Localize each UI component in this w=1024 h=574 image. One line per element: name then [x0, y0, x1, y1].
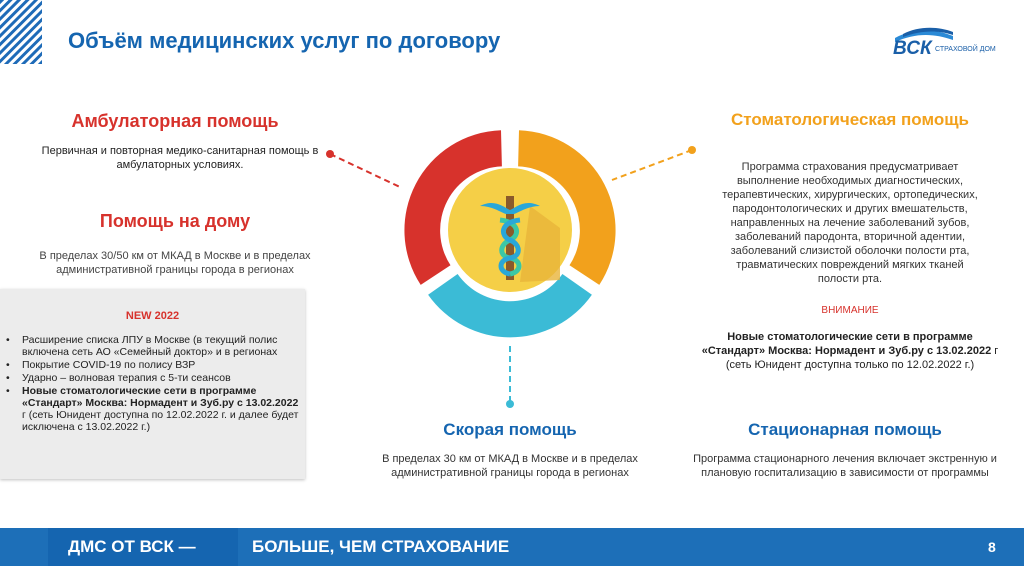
inpatient-text: Программа стационарного лечения включает экстренную и плановую госпитализацию в зависимости от программы [693, 453, 997, 479]
list-item: • Новые стоматологические сети в программе «Стандарт» Москва: Нормадент и Зуб.ру с 13.02.2022 г (сеть Юнидент доступна по 12.02.2022 г. и далее будет исключена с 13.02.2022 г.) [6, 385, 299, 433]
ambulatory-title: Амбулаторная помощь [71, 111, 279, 131]
dental-warning: ВНИМАНИЕ [821, 305, 879, 316]
services-ring-diagram [300, 110, 720, 430]
page-title: Объём медицинских услуг по договору [68, 28, 501, 53]
connector-dot [506, 400, 514, 408]
corner-stripe-decoration [0, 0, 42, 64]
connector-dot [326, 150, 334, 158]
logo-subtext: СТРАХОВОЙ ДОМ [935, 46, 996, 53]
list-item-text: Ударно – волновая терапия с 5-ти сеансов [22, 372, 231, 384]
inpatient-title: Стационарная помощь [748, 420, 942, 439]
list-item: • Ударно – волновая терапия с 5-ти сеансов [6, 372, 231, 384]
page-number: 8 [988, 539, 996, 555]
list-item: • Покрытие COVID-19 по полису ВЗР [6, 359, 196, 371]
list-item-text: Покрытие COVID-19 по полису ВЗР [22, 359, 196, 371]
list-item-bold-text: Новые стоматологические сети в программе «Стандарт» Москва: Нормадент и Зуб.ру с 13.02.2022 [22, 385, 299, 409]
dental-new-networks [700, 330, 1000, 372]
emergency-text: В пределах 30 км от МКАД в Москве и в пределах административной границы города в регионах [382, 453, 638, 479]
home-care-text: В пределах 30/50 км от МКАД в Москве и в пределах административной границы города в регионах [39, 250, 311, 276]
new-2022-heading: NEW 2022 [125, 310, 180, 322]
footer-slogan-left: ДМС ОТ ВСК — [68, 537, 196, 556]
home-care-title: Помощь на дому [99, 211, 251, 231]
logo-text: ВСК [893, 38, 932, 59]
connector-ambulatory [330, 154, 402, 188]
list-item-text: г (сеть Юнидент доступна по 12.02.2022 г. и далее будет исключена с 13.02.2022 г.) [22, 409, 299, 433]
dental-title: Стоматологическая помощь [730, 110, 970, 129]
emergency-title: Скорая помощь [443, 420, 577, 439]
list-item: • Расширение списка ЛПУ в Москве (в текущий полис включена сеть АО «Семейный доктор» и в регионах [6, 334, 278, 358]
new-2022-list [4, 334, 300, 434]
dental-new-bold: Новые стоматологические сети в программе «Стандарт» Москва: Нормадент и Зуб.ру с 13.02.2022 [701, 331, 992, 357]
list-item-text: Расширение списка ЛПУ в Москве (в текущий полис включена сеть АО «Семейный доктор» и в регионах [22, 334, 278, 358]
dental-text: Программа страхования предусматривает выполнение необходимых диагностических, терапевтических, хирургических, ортопедических, пародонтологических и других вмешательств, направленных на лечение заболеваний зубов, заболеваний пародонта, вторичной адентии, заболеваний слизистой оболочки полости рта, травматических повреждений мягких тканей полости рта. [722, 161, 978, 285]
vsk-logo [893, 26, 1011, 60]
dental-new-rest: г (сеть Юнидент доступна только по 12.02.2022 г.) [725, 345, 999, 371]
connector-dot [688, 146, 696, 154]
footer-slogan-right: БОЛЬШЕ, ЧЕМ СТРАХОВАНИЕ [252, 537, 510, 556]
connector-dental [612, 150, 692, 180]
ambulatory-text: Первичная и повторная медико-санитарная помощь в амбулаторных условиях. [41, 145, 319, 171]
